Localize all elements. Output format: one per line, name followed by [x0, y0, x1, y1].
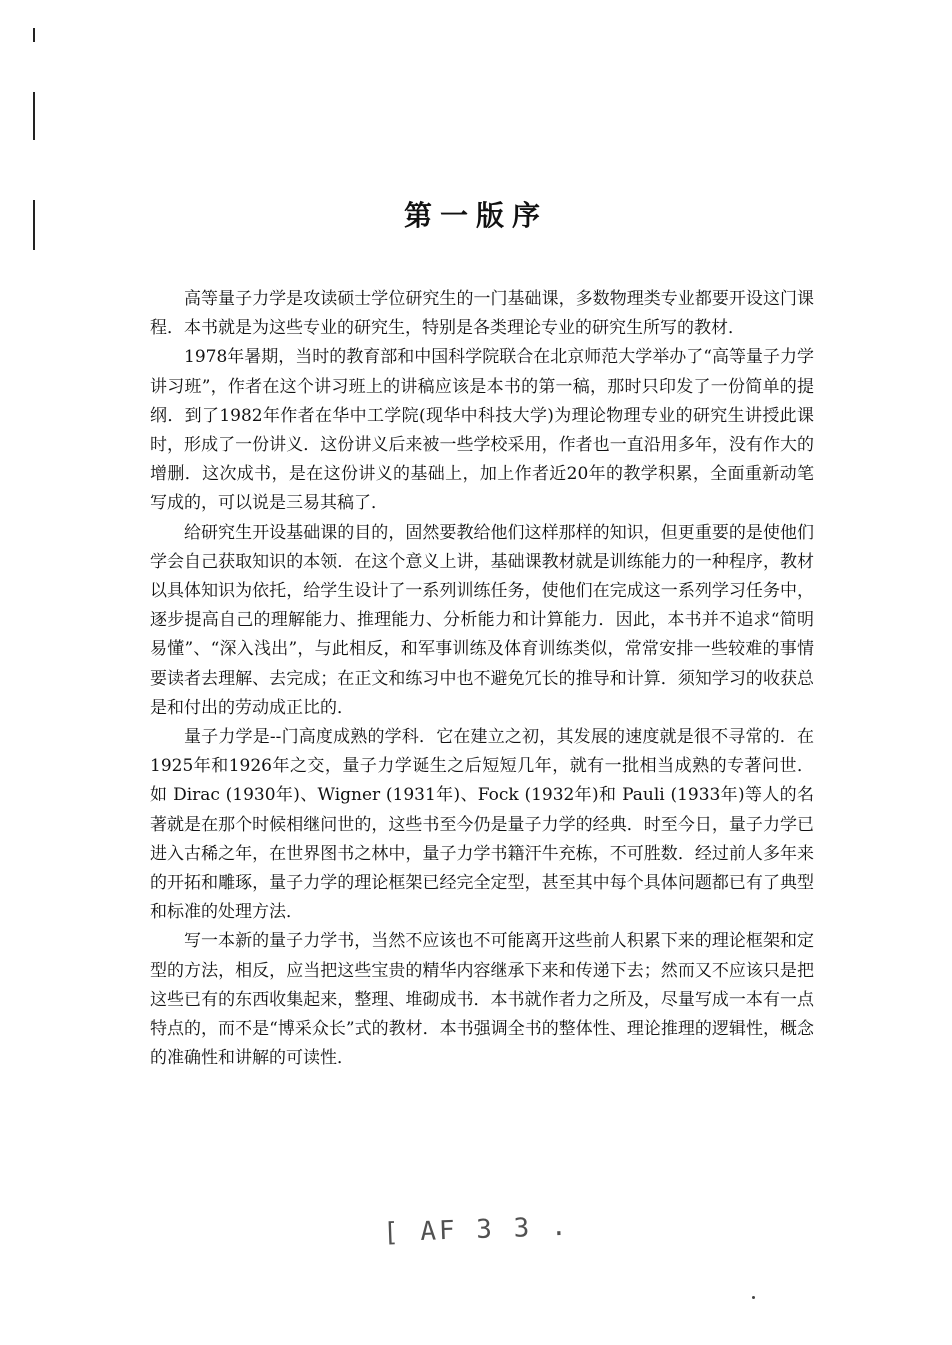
page-mark-stamp: [ AF 3 3 . [382, 1211, 571, 1249]
scan-edge-mark-top [33, 28, 35, 42]
page-title: 第一版序 [403, 199, 548, 232]
paragraph-3: 给研究生开设基础课的目的，固然要教给他们这样那样的知识，但更重要的是使他们学会自己获取知识的本领．在这个意义上讲，基础课教材就是训练能力的一种程序，教材以具体知识为依托，给学生设计了一系列训练任务，使他们在完成这一系列学习任务中，逐步提高自己的理解能力、推理能力、分析能力和计算能力．因此，本书并不追求“简明易懂”、“深入浅出”，与此相反，和军事训练及体育训练类似，常常安排一些较难的事情要读者去理解、去完成；在正文和练习中也不避免冗长的推导和计算．须知学习的收获总是和付出的劳动成正比的． [150, 522, 814, 718]
preface-body [150, 285, 814, 1073]
scan-speck [752, 1296, 755, 1299]
scan-edge-mark-middle [33, 92, 35, 140]
paragraph-2: 1978年暑期，当时的教育部和中国科学院联合在北京师范大学举办了“高等量子力学讲习班”，作者在这个讲习班上的讲稿应该是本书的第一稿，那时只印发了一份简单的提纲．到了1982年作者在华中工学院(现华中科技大学)为理论物理专业的研究生讲授此课时，形成了一份讲义．这份讲义后来被一些学校采用，作者也一直沿用多年，没有作大的增删．这次成书，是在这份讲义的基础上，加上作者近20年的教学积累，全面重新动笔写成的，可以说是三易其稿了． [150, 347, 814, 514]
paragraph-5: 写一本新的量子力学书，当然不应该也不可能离开这些前人积累下来的理论框架和定型的方法，相反，应当把这些宝贵的精华内容继承下来和传递下去；然而又不应该只是把这些已有的东西收集起来，整理、堆砌成书．本书就作者力之所及，尽量写成一本有一点特点的，而不是“博采众长”式的教材．本书强调全书的整体性、理论推理的逻辑性，概念的准确性和讲解的可读性． [150, 931, 814, 1069]
paragraph-1: 高等量子力学是攻读硕士学位研究生的一门基础课，多数物理类专业都要开设这门课程．本书就是为这些专业的研究生，特别是各类理论专业的研究生所写的教材． [150, 289, 814, 339]
paragraph-4: 量子力学是--门高度成熟的学科．它在建立之初，其发展的速度就是很不寻常的．在1925年和1926年之交，量子力学诞生之后短短几年，就有一批相当成熟的专著问世．如 Dirac (1930年)、Wigner (1931年)、Fock (1932年)和 Pauli (1933年)等人的名著就是在那个时候相继问世的，这些书至今仍是量子力学的经典．时至今日，量子力学已进入古稀之年，在世界图书之林中，量子力学书籍汗牛充栋，不可胜数．经过前人多年来的开拓和雕琢，量子力学的理论框架已经完全定型，甚至其中每个具体问题都已有了典型和标准的处理方法． [150, 727, 814, 923]
